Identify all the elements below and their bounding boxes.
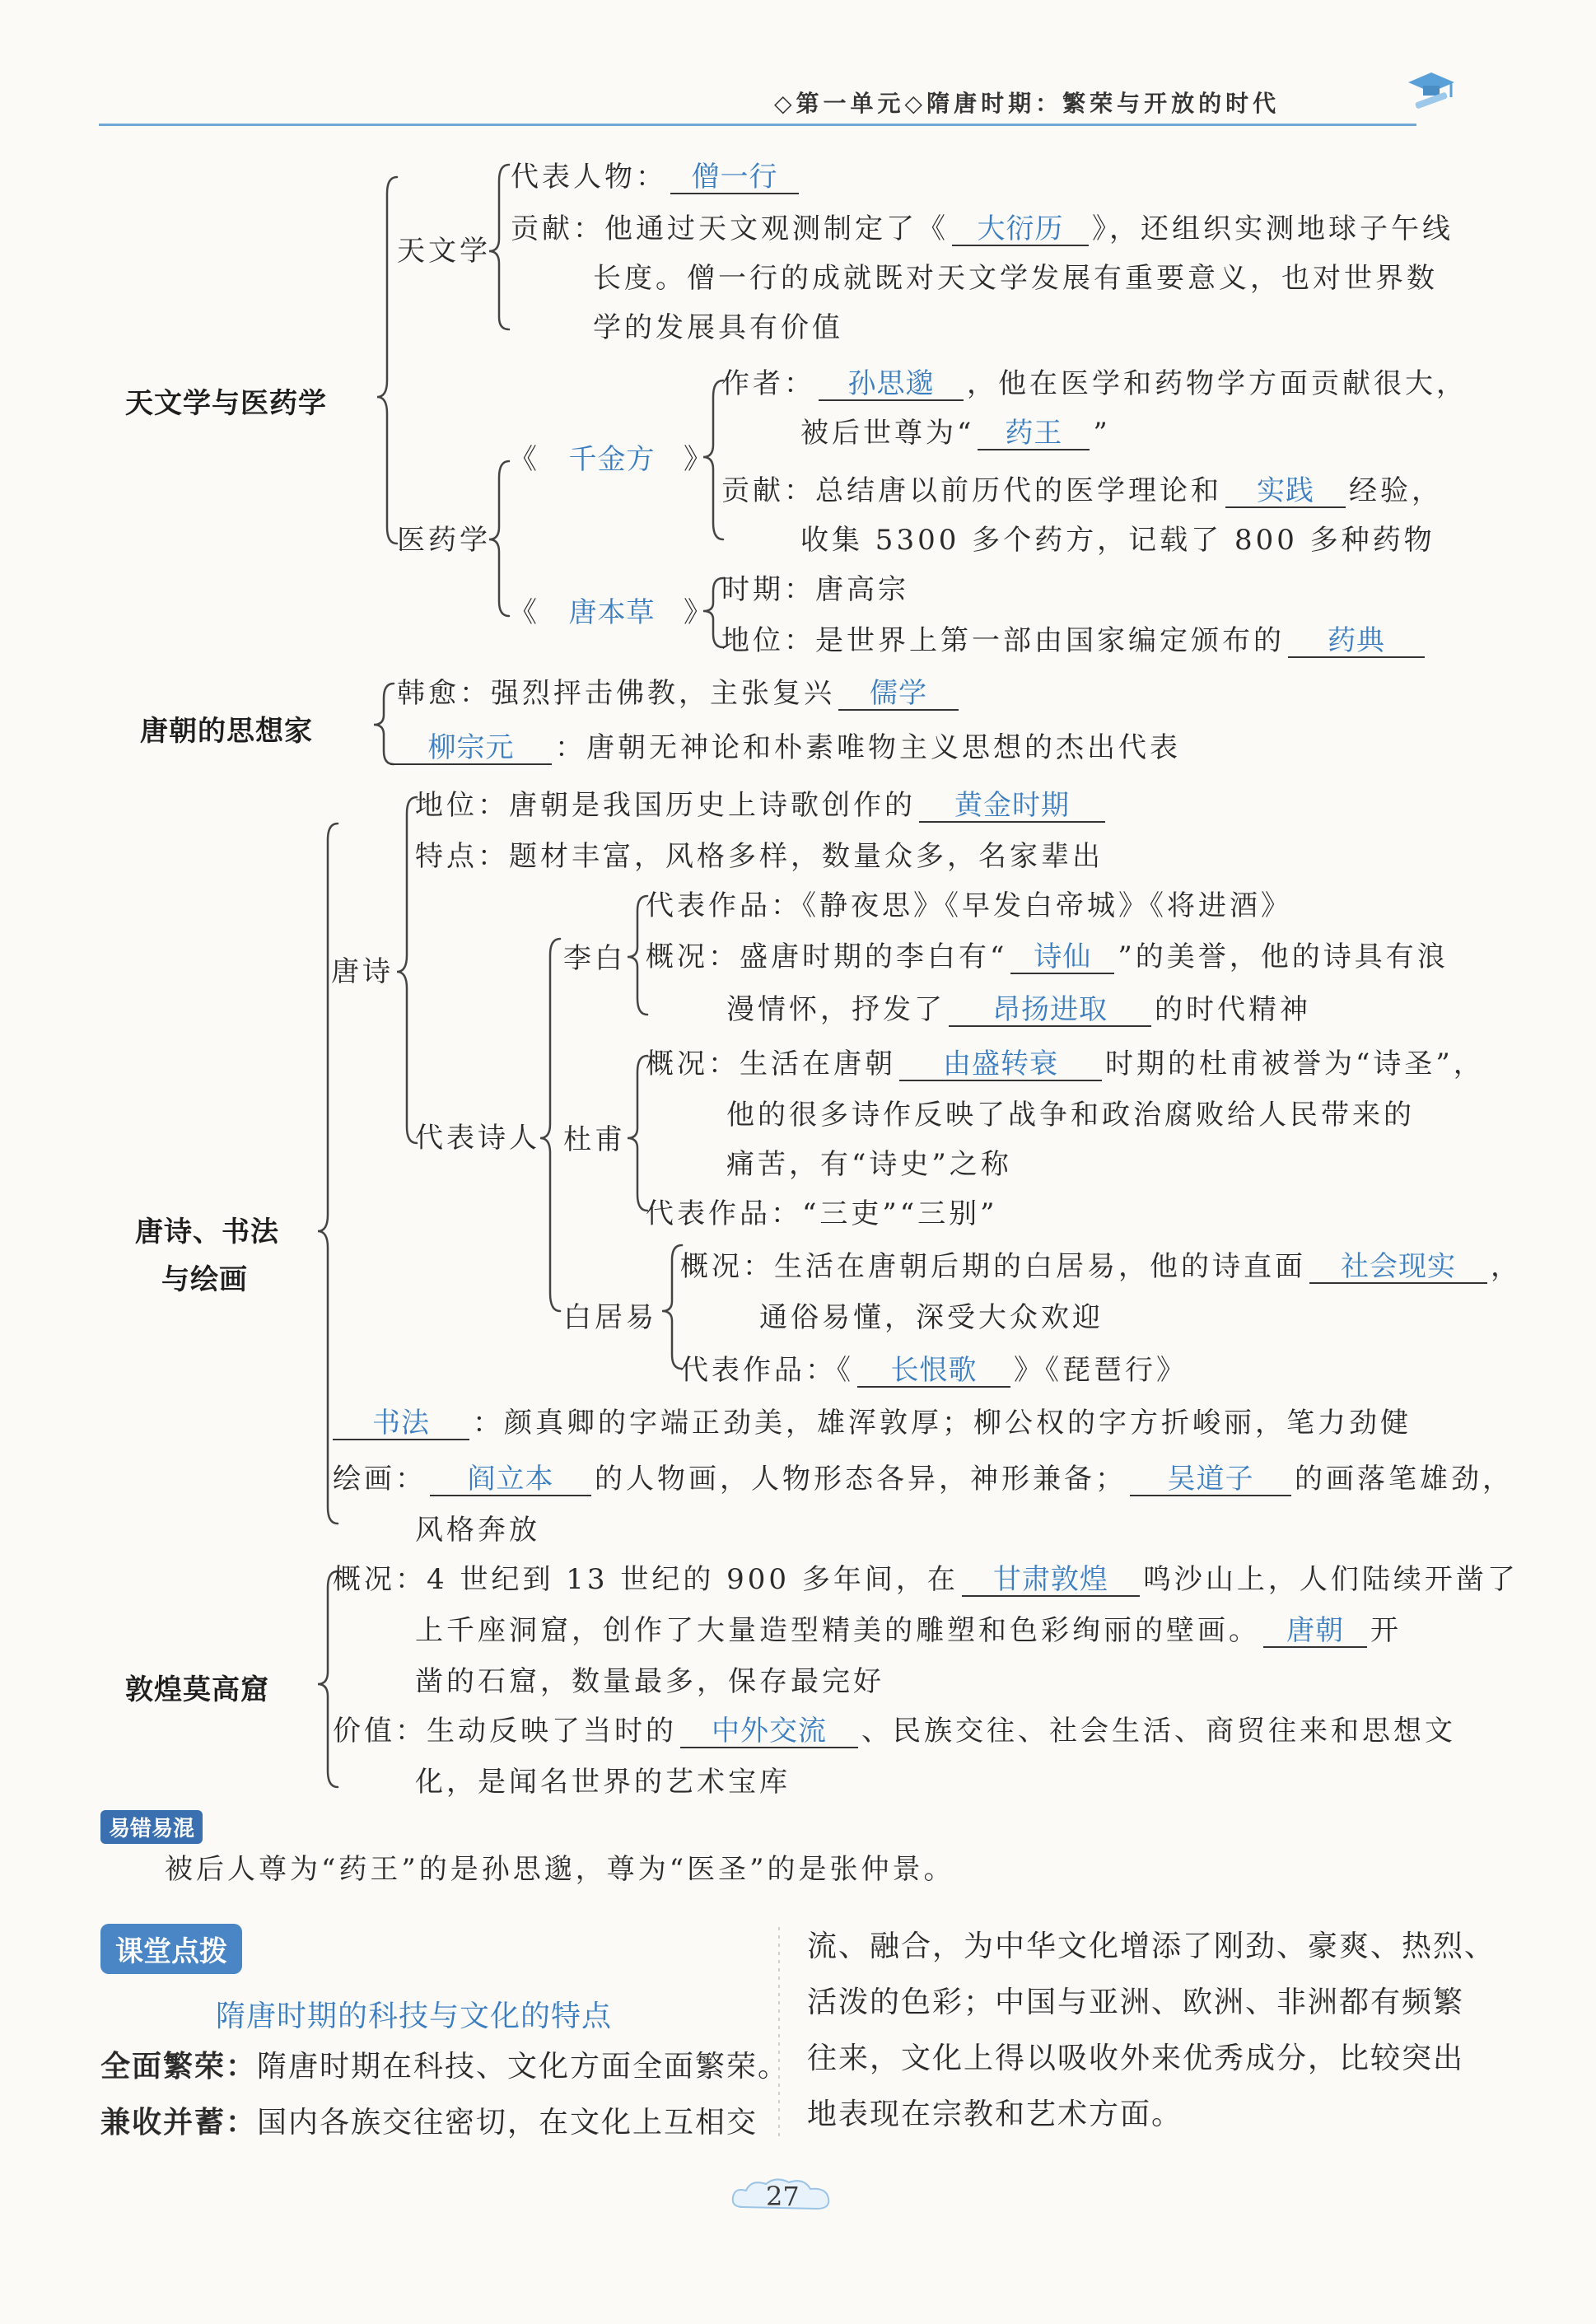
unit-header: ◇第一单元◇隋唐时期：繁荣与开放的时代 — [774, 90, 1281, 117]
baijuyi-overview-line2: 通俗易懂，深受大众欢迎 — [759, 1301, 1104, 1334]
dunhuang-overview-line2: 上千座洞窟，创作了大量造型精美的雕塑和色彩绚丽的壁画。 唐朝 开 — [415, 1614, 1402, 1647]
dufu-overview-line1: 概况：生活在唐朝 由盛转衰 时期的杜甫被誉为“诗圣”， — [646, 1048, 1485, 1080]
libai-label: 李白 — [563, 942, 626, 975]
summary-right-line-2: 活泼的色彩；中国与亚洲、欧洲、非洲都有频繁 — [807, 1986, 1465, 2019]
summary-right-line-4: 地表现在宗教和艺术方面。 — [807, 2098, 1183, 2131]
summary-right-line-1: 流、融合，为中华文化增添了刚劲、豪爽、热烈、 — [807, 1930, 1496, 1963]
poetry-features: 特点：题材丰富，风格多样，数量众多，名家辈出 — [415, 840, 1104, 873]
book-qianjinfang: 《 千金方 》 — [509, 443, 715, 476]
medicine-contribution-line1: 贡献：总结唐以前历代的医学理论和 实践 经验， — [721, 474, 1443, 507]
medicine-author-line2: 被后世尊为“ 药王 ” — [800, 417, 1111, 450]
hanyu-line: 韩愈：强烈抨击佛教，主张复兴 儒学 — [397, 677, 962, 711]
medicine-label: 医药学 — [397, 524, 491, 557]
answer-shijian: 实践 — [1225, 475, 1346, 508]
tang-poetry-label: 唐诗 — [331, 955, 394, 988]
baijuyi-label: 白居易 — [563, 1301, 657, 1334]
answer-angyangjinqu: 昂扬进取 — [949, 994, 1151, 1027]
summary-right-line-3: 往来，文化上得以吸收外来优秀成分，比较突出 — [807, 2042, 1465, 2075]
dunhuang-overview-line1: 概况：4 世纪到 13 世纪的 900 多年间，在 甘肃敦煌 鸣沙山上，人们陆续开凿了 — [333, 1563, 1519, 1596]
dufu-works: 代表作品：“三吏”“三别” — [646, 1197, 998, 1230]
astronomy-contribution-line1: 贡献：他通过天文观测制定了《 大衍历 》，还组织实测地球子午线 — [511, 212, 1454, 245]
category-astronomy-medicine: 天文学与医药学 — [125, 387, 327, 420]
dufu-overview-line3: 痛苦，有“诗史”之称 — [726, 1148, 1012, 1181]
answer-yixing: 僧一行 — [670, 161, 799, 194]
baijuyi-overview-line1: 概况：生活在唐朝后期的白居易，他的诗直面 社会现实 ， — [680, 1250, 1522, 1283]
category-poetry-line2: 与绘画 — [161, 1263, 248, 1296]
calligraphy-line: 书法 ：颜真卿的字端正劲美，雄浑敦厚；柳公权的字方折峻丽，笔力劲健 — [329, 1407, 1412, 1440]
mistake-tag: 易错易混 — [100, 1810, 203, 1844]
dunhuang-overview-line3: 凿的石窟，数量最多，保存最完好 — [415, 1665, 884, 1698]
astronomy-representative: 代表人物： 僧一行 — [511, 161, 802, 194]
tangbencao-status: 地位：是世界上第一部由国家编定颁布的 药典 — [721, 624, 1428, 658]
answer-shufa: 书法 — [333, 1407, 469, 1440]
answer-zhongwaijiaoliu: 中外交流 — [680, 1715, 858, 1748]
answer-shixian: 诗仙 — [1010, 941, 1114, 974]
tangbencao-period: 时期：唐高宗 — [721, 573, 909, 606]
answer-yanliben: 阎立本 — [430, 1463, 591, 1496]
summary-point-2: 兼收并蓄：国内各族交往密切，在文化上互相交 — [100, 2106, 758, 2140]
answer-sunsimiao: 孙思邈 — [819, 368, 964, 401]
liuzongyuan-line: 柳宗元 ：唐朝无神论和朴素唯物主义思想的杰出代表 — [387, 731, 1181, 765]
answer-youshengzhuanshuai: 由盛转衰 — [899, 1048, 1102, 1081]
answer-shehuixianshi: 社会现实 — [1309, 1251, 1487, 1284]
book-tangbencao: 《 唐本草 》 — [509, 596, 715, 629]
answer-qianjinfang: 千金方 — [568, 443, 656, 476]
answer-tangchao: 唐朝 — [1263, 1615, 1367, 1648]
classroom-tag: 课堂点拨 — [100, 1924, 242, 1974]
poetry-status: 地位：唐朝是我国历史上诗歌创作的 黄金时期 — [415, 789, 1108, 823]
category-dunhuang: 敦煌莫高窟 — [125, 1673, 269, 1706]
painting-line1: 绘画： 阎立本 的人物画，人物形态各异，神形兼备； 吴道子 的画落笔雄劲， — [333, 1463, 1514, 1496]
category-thinkers: 唐朝的思想家 — [140, 715, 313, 748]
baijuyi-works: 代表作品：《 长恨歌 》《琵琶行》 — [680, 1354, 1188, 1387]
answer-liuzongyuan: 柳宗元 — [390, 732, 552, 765]
dunhuang-value-line1: 价值：生动反映了当时的 中外交流 、民族交往、社会生活、商贸往来和思想文 — [333, 1715, 1456, 1748]
libai-overview-line1: 概况：盛唐时期的李白有“ 诗仙 ”的美誉，他的诗具有浪 — [646, 940, 1449, 973]
answer-yaowang: 药王 — [978, 418, 1090, 450]
libai-works: 代表作品：《静夜思》《早发白帝城》《将进酒》 — [646, 889, 1292, 922]
answer-yaodian: 药典 — [1288, 625, 1425, 658]
painting-line2: 风格奔放 — [415, 1514, 540, 1547]
category-poetry-line1: 唐诗、书法 — [135, 1216, 279, 1248]
answer-gansudunhuang: 甘肃敦煌 — [962, 1564, 1140, 1597]
dunhuang-value-line2: 化，是闻名世界的艺术宝库 — [415, 1766, 791, 1799]
answer-dayanli: 大衍历 — [952, 213, 1089, 246]
summary-point-1: 全面繁荣：隋唐时期在科技、文化方面全面繁荣。 — [100, 2050, 790, 2084]
poets-label: 代表诗人 — [415, 1122, 540, 1155]
libai-overview-line2: 漫情怀，抒发了 昂扬进取 的时代精神 — [726, 993, 1311, 1026]
dufu-overview-line2: 他的很多诗作反映了战争和政治腐败给人民带来的 — [726, 1099, 1415, 1132]
astronomy-contribution-line3: 学的发展具有价值 — [593, 311, 843, 344]
dufu-label: 杜甫 — [563, 1123, 626, 1156]
answer-wudaozi: 吴道子 — [1130, 1463, 1291, 1496]
astronomy-contribution-line2: 长度。僧一行的成就既对天文学发展有重要意义，也对世界数 — [593, 262, 1438, 295]
answer-ruxue: 儒学 — [838, 678, 959, 711]
medicine-contribution-line2: 收集 5300 多个药方，记载了 800 多种药物 — [800, 524, 1435, 557]
answer-changhenge: 长恨歌 — [857, 1355, 1010, 1388]
answer-tangbencao: 唐本草 — [568, 596, 656, 629]
answer-huangjinshiqi: 黄金时期 — [919, 790, 1105, 823]
medicine-author-line1: 作者： 孙思邈 ，他在医学和药物学方面贡献很大， — [721, 367, 1468, 400]
classroom-subtitle: 隋唐时期的科技与文化的特点 — [216, 2000, 613, 2033]
mistake-text: 被后人尊为“药王”的是孙思邈，尊为“医圣”的是张仲景。 — [165, 1853, 955, 1886]
astronomy-label: 天文学 — [397, 235, 491, 268]
page-number: 27 — [766, 2181, 800, 2212]
